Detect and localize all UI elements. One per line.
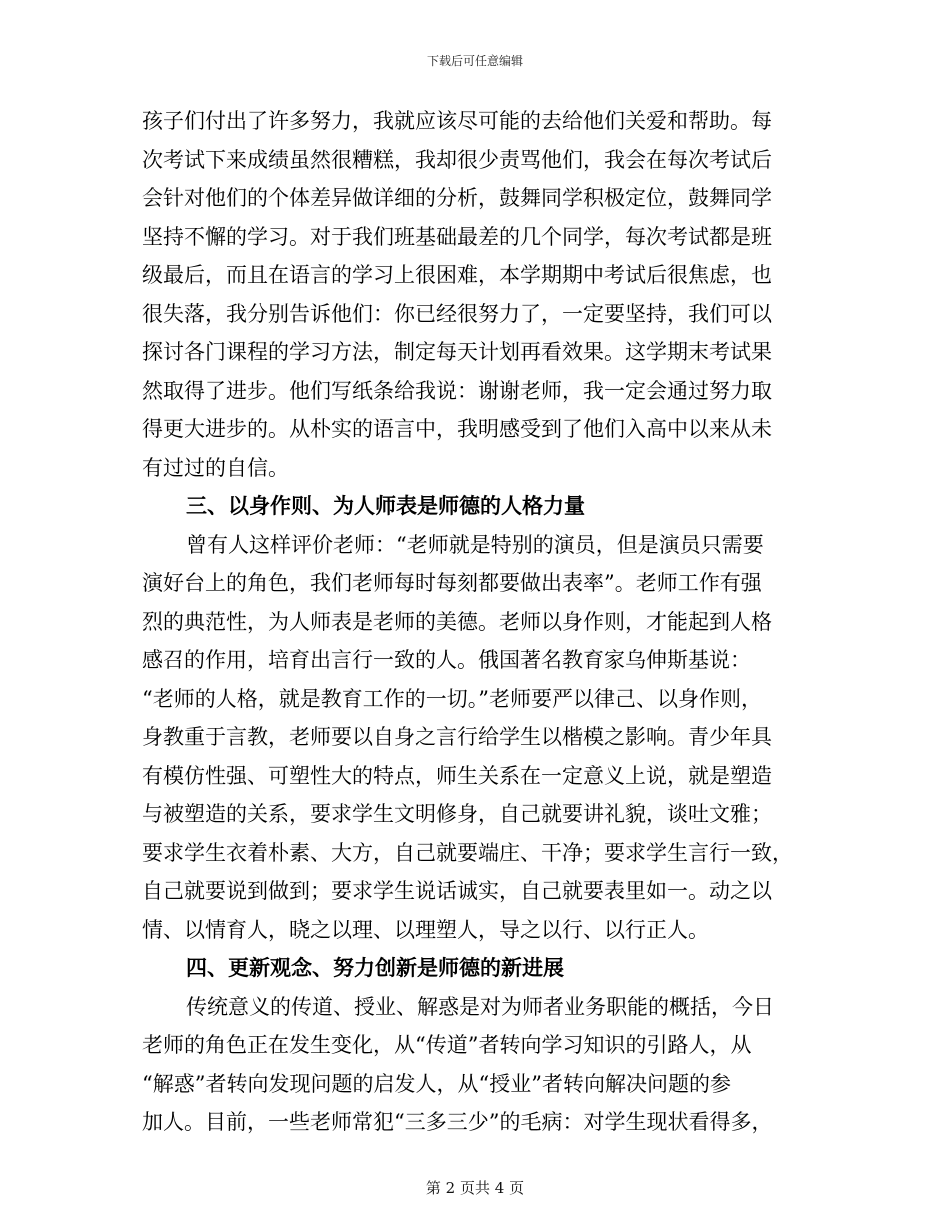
page-footer: 第 2 页共 4 页 [425,1179,525,1197]
text-line: 自己就要说到做到；要求学生说话诚实，自己就要表里如一。动之以 [142,879,772,903]
text-line: 探讨各门课程的学习方法，制定每天计划再看效果。这学期末考试果 [142,340,772,364]
text-line: “解惑”者转向发现问题的启发人，从“授业”者转向解决问题的参 [142,1071,731,1096]
section-heading [142,949,810,988]
section-heading [142,487,810,526]
text-line: 老师的角色正在发生变化，从“传道”者转向学习知识的引路人，从 [142,1033,752,1057]
text-line: 次考试下来成绩虽然很糟糕，我却很少责骂他们，我会在每次考试后 [142,147,772,172]
text-line: 身教重于言教，老师要以自身之言行给学生以楷模之影响。青少年具 [142,725,772,749]
paragraph [142,102,810,487]
text-line: 孩子们付出了许多努力，我就应该尽可能的去给他们关爱和帮助。每 [142,109,772,133]
text-line: 传统意义的传道、授业、解惑是对为师者业务职能的概括，今日 [186,994,774,1019]
text-line: 感召的作用，培育出言行一致的人。俄国著名教育家乌伸斯基说： [142,648,751,672]
text-line: 与被塑造的关系，要求学生文明修身，自己就要讲礼貌，谈吐文雅； [142,802,772,826]
text-line: “老师的人格，就是教育工作的一切。”老师要严以律己、以身作则， [142,686,762,711]
paragraph [142,988,810,1142]
text-line: 会针对他们的个体差异做详细的分析，鼓舞同学积极定位，鼓舞同学 [142,186,772,210]
document-body [142,102,810,1142]
page-header: 下载后可任意编辑 [426,54,523,68]
text-line: 要求学生衣着朴素、大方，自己就要端庄、干净；要求学生言行一致， [142,840,793,865]
text-line: 烈的典范性，为人师表是老师的美德。老师以身作则，才能起到人格 [142,609,772,634]
paragraph [142,526,810,950]
section-heading-text: 三、以身作则、为人师表是师德的人格力量 [186,493,585,518]
text-line: 坚持不懈的学习。对于我们班基础最差的几个同学，每次考试都是班 [142,224,772,249]
text-line: 有过过的自信。 [142,455,289,480]
text-line: 有模仿性强、可塑性大的特点，师生关系在一定意义上说，就是塑造 [142,763,772,788]
text-line: 很失落，我分别告诉他们：你已经很努力了，一定要坚持，我们可以 [142,301,772,326]
text-line: 然取得了进步。他们写纸条给我说：谢谢老师，我一定会通过努力取 [142,378,772,403]
text-line: 曾有人这样评价老师：“老师就是特别的演员，但是演员只需要 [186,532,764,557]
text-line: 加人。目前，一些老师常犯“三多三少”的毛病：对学生现状看得多， [142,1110,773,1134]
text-line: 级最后，而且在语言的学习上很困难，本学期期中考试后很焦虑，也 [142,263,772,287]
text-line: 情、以情育人，晓之以理、以理塑人，导之以行、以行正人。 [142,917,709,942]
text-line: 演好台上的角色，我们老师每时每刻都要做出表率”。老师工作有强 [142,571,762,595]
text-line: 得更大进步的。从朴实的语言中，我明感受到了他们入高中以来从未 [142,417,772,441]
section-heading-text: 四、更新观念、努力创新是师德的新进展 [186,955,564,980]
